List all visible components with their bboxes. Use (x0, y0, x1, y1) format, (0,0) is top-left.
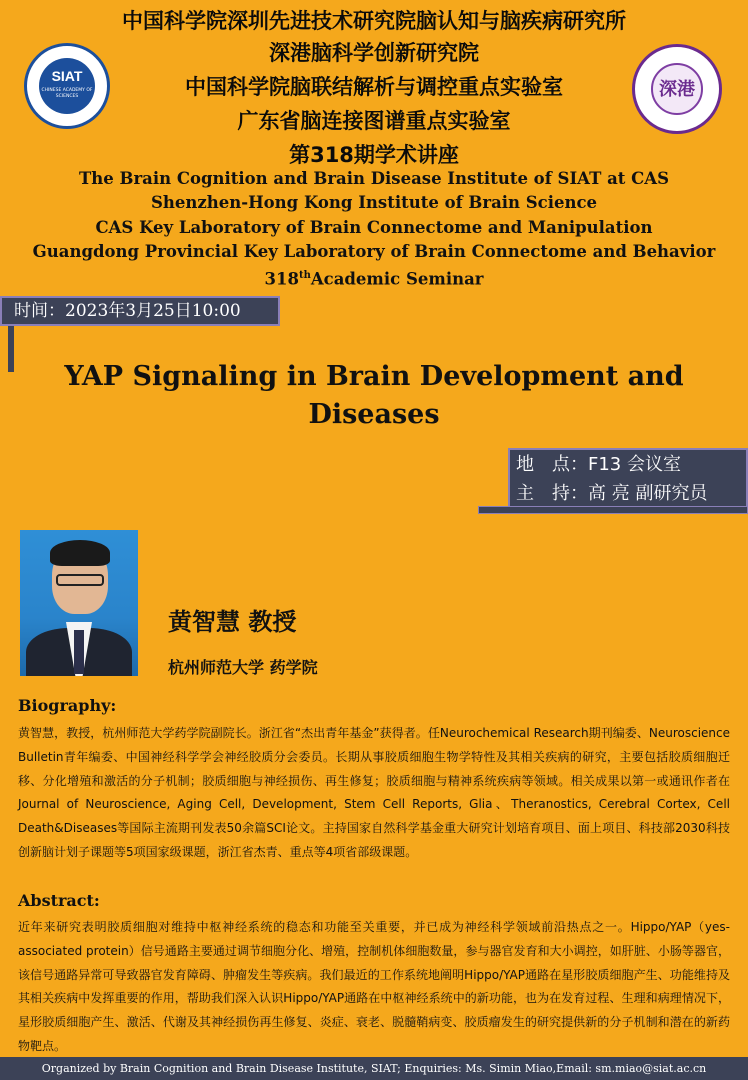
time-label: 时间：2023年3月25日10:00 (0, 296, 280, 326)
photo-tie (74, 630, 84, 674)
talk-title (0, 358, 748, 434)
photo-hair (50, 540, 110, 566)
header-en-line-4: Guangdong Provincial Key Laboratory of Brain Connectome and Behavior (32, 242, 716, 261)
photo-glasses (56, 574, 104, 586)
venue-value: F13 会议室 (588, 454, 681, 475)
siat-logo-text: SIAT (51, 68, 83, 84)
speaker-name: 黄智慧 教授 (168, 608, 297, 636)
venue-host-box (508, 448, 748, 510)
brain-institute-logo (632, 44, 722, 134)
venue-label: 地 点： (516, 454, 588, 475)
header-cn-line-1: 中国科学院深圳先进技术研究院脑认知与脑疾病研究所 (122, 9, 626, 33)
header-cn-line-5: 第318期学术讲座 (289, 143, 459, 167)
header-cn-line-2: 深港脑科学创新研究院 (269, 41, 479, 65)
brain-logo-inner (651, 63, 703, 115)
header-cn-line-3: 中国科学院脑联结解析与调控重点实验室 (185, 75, 563, 99)
header-en-line-1: The Brain Cognition and Brain Disease Institute of SIAT at CAS (78, 169, 669, 188)
seminar-superscript: th (298, 270, 311, 281)
talk-title-line-1: YAP Signaling in Brain Development and (64, 361, 684, 392)
siat-logo (24, 43, 110, 129)
biography-heading: Biography: (18, 696, 117, 715)
speaker-affiliation: 杭州师范大学 药学院 (168, 658, 318, 677)
speaker-photo (20, 530, 138, 676)
header-en-line-2: Shenzhen-Hong Kong Institute of Brain Science (150, 193, 598, 212)
info-box-decoration (478, 506, 748, 514)
seminar-text: Academic Seminar (310, 269, 484, 289)
header-seminar-line (0, 264, 748, 292)
abstract-text: 近年来研究表明胶质细胞对维持中枢神经系统的稳态和功能至关重要，并已成为神经科学领域前沿热点之一。Hippo/YAP（yes-associated protein）信号通路主要通过调节细胞分化、增殖，控制机体细胞数量，参与器官发育和大小调控，如肝脏、小肠等器官，该信号通路异常可导致器官发育障碍、肿瘤发生等疾病。我们最近的工作系统地阐明Hippo/YAP通路在星形胶质细胞产生、功能维持及其相关疾病中发挥重要的作用，帮助我们深入认识Hippo/YAP通路在中枢神经系统中的新功能，也为在发育过程、生理和病理情况下，星形胶质细胞产生、激活、代谢及其神经损伤再生修复、炎症、衰老、脱髓鞘病变、胶质瘤发生的研究提供新的分子机制和潜在的新药物靶点。 (18, 920, 730, 1053)
seminar-number: 318 (264, 269, 299, 289)
brain-logo-glyph: 深港 (659, 79, 695, 100)
host-label: 主 持： (516, 483, 588, 504)
biography-text: 黄智慧，教授，杭州师范大学药学院副院长。浙江省“杰出青年基金”获得者。任Neurochemical Research期刊编委、Neuroscience Bulletin青年编委、中国神经科学学会神经胶质分会委员。长期从事胶质细胞生物学特性及其相关疾病的研究，主要包括胶质细胞迁移、分化增殖和激活的分子机制；胶质细胞与神经损伤、再生修复；胶质细胞与精神系统疾病等领域。相关成果以第一或通讯作者在Journal of Neuroscience, Aging Cell, Development, Stem Cell Reports, Glia、Theranostics, Cerebral Cortex, Cell Death&Diseases等国际主流期刊发表50余篇SCI论文。主持国家自然科学基金重大研究计划培育项目、面上项目、科技部2030科技创新脑计划子课题等5项国家级课题，浙江省杰青、重点等4项省部级课题。 (18, 726, 730, 859)
header-en-line-3: CAS Key Laboratory of Brain Connectome and Manipulation (95, 218, 653, 237)
venue-row (516, 450, 746, 479)
host-row (516, 479, 746, 508)
header-cn-line-4: 广东省脑连接图谱重点实验室 (237, 109, 511, 133)
abstract-heading: Abstract: (18, 891, 100, 910)
footer: Organized by Brain Cognition and Brain Disease Institute, SIAT; Enquiries: Ms. Simin Miao,Email: sm.miao@siat.ac.cn (0, 1057, 748, 1080)
siat-logo-subtext: CHINESE ACADEMY OF SCIENCES (41, 88, 93, 99)
siat-logo-inner (39, 58, 95, 114)
talk-title-line-2: Diseases (308, 399, 440, 430)
host-value: 高 亮 副研究员 (588, 483, 708, 504)
